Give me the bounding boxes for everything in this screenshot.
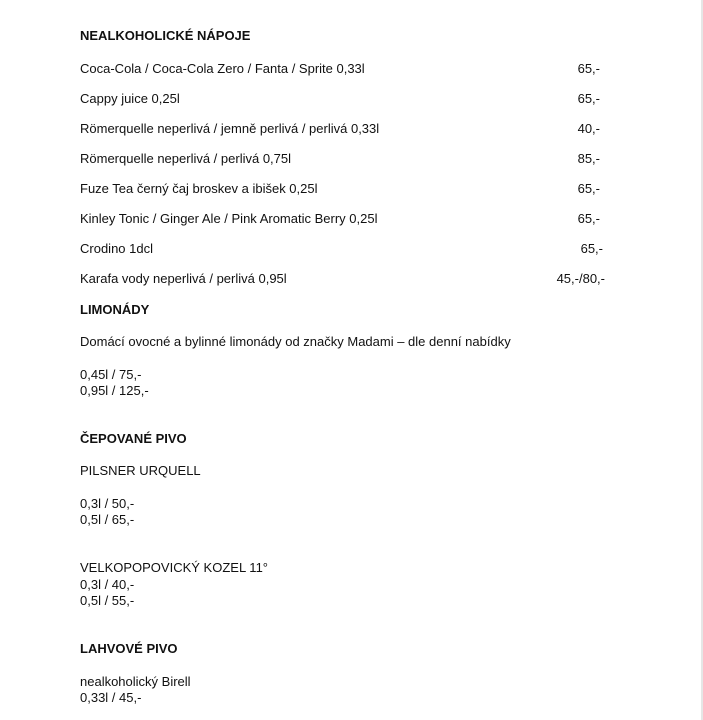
menu-item-price: 65,- xyxy=(577,61,600,76)
menu-item-name: Fuze Tea černý čaj broskev a ibišek 0,25l xyxy=(80,181,318,196)
menu-item-name: Cappy juice 0,25l xyxy=(80,91,180,106)
section-heading-draft-beer: ČEPOVANÉ PIVO xyxy=(80,431,187,446)
beer-size-price: 0,3l / 50,- xyxy=(80,496,135,511)
menu-item-price: 65,- xyxy=(577,91,600,106)
beer-size-price: 0,5l / 65,- xyxy=(80,512,135,527)
beer-name: PILSNER URQUELL xyxy=(80,463,201,478)
menu-item-price: 85,- xyxy=(577,151,600,166)
menu-item-price: 40,- xyxy=(577,121,600,136)
menu-item-name: Crodino 1dcl xyxy=(80,241,153,256)
section-heading-non-alcoholic: NEALKOHOLICKÉ NÁPOJE xyxy=(80,28,251,43)
beer-size-price: 0,33l / 45,- xyxy=(80,690,142,705)
beer-size-price: 0,5l / 55,- xyxy=(80,593,135,608)
beer-name: nealkoholický Birell xyxy=(80,674,191,689)
menu-item-price: 65,- xyxy=(577,211,600,226)
beer-name: VELKOPOPOVICKÝ KOZEL 11° xyxy=(80,560,268,575)
lemonade-description: Domácí ovocné a bylinné limonády od značky Madami – dle denní nabídky xyxy=(80,334,511,349)
menu-item-name: Römerquelle neperlivá / perlivá 0,75l xyxy=(80,151,292,166)
menu-item-price: 65,- xyxy=(577,181,600,196)
menu-item-price: 65,- xyxy=(580,241,603,256)
lemonade-size-price: 0,45l / 75,- xyxy=(80,367,142,382)
menu-item-name: Römerquelle neperlivá / jemně perlivá / perlivá 0,33l xyxy=(80,121,380,136)
lemonade-size-price: 0,95l / 125,- xyxy=(80,383,149,398)
section-heading-lemonades: LIMONÁDY xyxy=(80,302,150,317)
section-heading-bottled-beer: LAHVOVÉ PIVO xyxy=(80,641,178,656)
menu-item-name: Kinley Tonic / Ginger Ale / Pink Aromatic Berry 0,25l xyxy=(80,211,378,226)
menu-item-name: Karafa vody neperlivá / perlivá 0,95l xyxy=(80,271,287,286)
beer-size-price: 0,3l / 40,- xyxy=(80,577,135,592)
menu-item-name: Coca-Cola / Coca-Cola Zero / Fanta / Sprite 0,33l xyxy=(80,61,365,76)
menu-item-price: 45,-/80,- xyxy=(556,271,605,286)
